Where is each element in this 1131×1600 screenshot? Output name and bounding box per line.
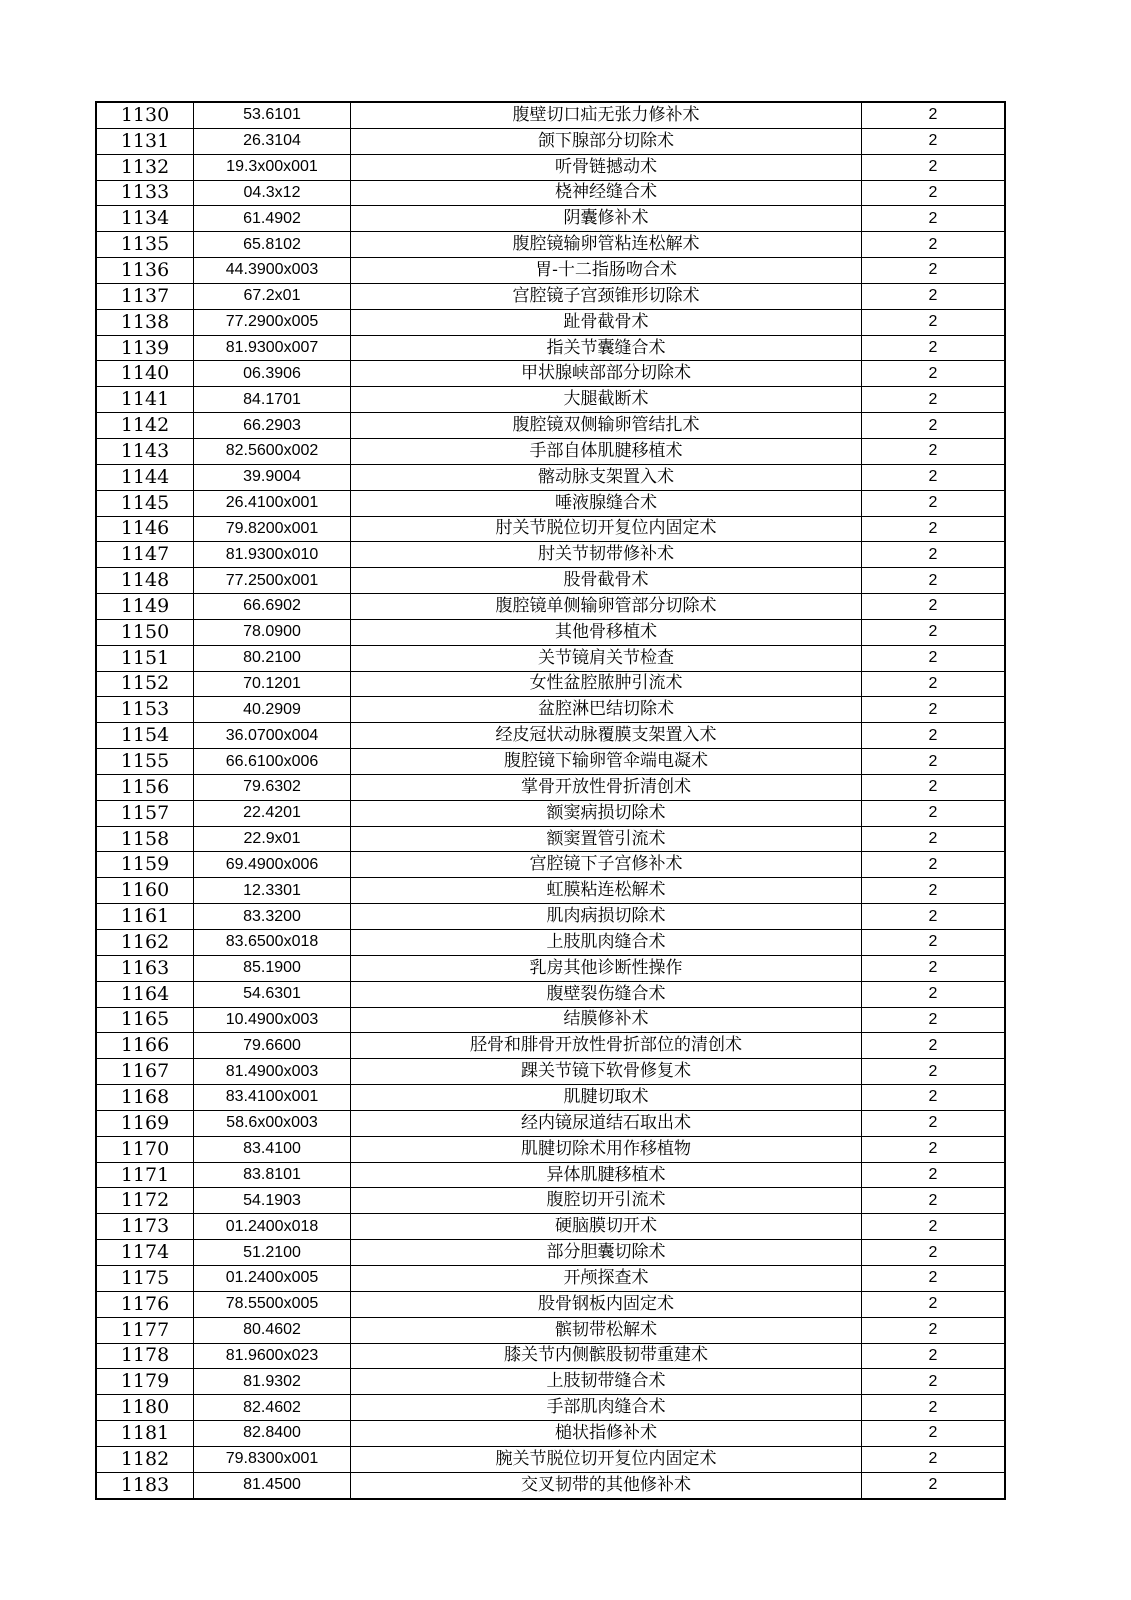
procedure-code-cell: 01.2400x005: [194, 1265, 351, 1291]
table-row: [96, 749, 1005, 775]
procedure-name-cell: 结膜修补术: [351, 1007, 862, 1033]
surgery-table: [95, 101, 1006, 1500]
grade-cell: 2: [862, 309, 1006, 335]
row-number-cell: 1162: [96, 930, 194, 956]
table-row: [96, 464, 1005, 490]
procedure-code-cell: 82.8400: [194, 1421, 351, 1447]
table-row: [96, 1240, 1005, 1266]
grade-cell: 2: [862, 955, 1006, 981]
grade-cell: 2: [862, 542, 1006, 568]
grade-cell: 2: [862, 619, 1006, 645]
procedure-name-cell: 腹腔镜单侧输卵管部分切除术: [351, 594, 862, 620]
procedure-name-cell: 肌腱切取术: [351, 1085, 862, 1111]
procedure-name-cell: 髂动脉支架置入术: [351, 464, 862, 490]
procedure-name-cell: 肌腱切除术用作移植物: [351, 1136, 862, 1162]
table-row: [96, 904, 1005, 930]
procedure-code-cell: 44.3900x003: [194, 258, 351, 284]
table-row: [96, 128, 1005, 154]
procedure-code-cell: 61.4902: [194, 206, 351, 232]
grade-cell: 2: [862, 878, 1006, 904]
row-number-cell: 1169: [96, 1110, 194, 1136]
procedure-code-cell: 80.4602: [194, 1317, 351, 1343]
procedure-name-cell: 腹腔镜输卵管粘连松解术: [351, 232, 862, 258]
row-number-cell: 1143: [96, 438, 194, 464]
table-row: [96, 232, 1005, 258]
row-number-cell: 1159: [96, 852, 194, 878]
row-number-cell: 1183: [96, 1472, 194, 1498]
procedure-code-cell: 81.4900x003: [194, 1059, 351, 1085]
grade-cell: 2: [862, 464, 1006, 490]
row-number-cell: 1150: [96, 619, 194, 645]
table-row: [96, 154, 1005, 180]
grade-cell: 2: [862, 671, 1006, 697]
grade-cell: 2: [862, 128, 1006, 154]
procedure-name-cell: 额窦置管引流术: [351, 826, 862, 852]
procedure-code-cell: 19.3x00x001: [194, 154, 351, 180]
table-row: [96, 1059, 1005, 1085]
procedure-name-cell: 异体肌腱移植术: [351, 1162, 862, 1188]
row-number-cell: 1145: [96, 490, 194, 516]
procedure-name-cell: 盆腔淋巴结切除术: [351, 697, 862, 723]
row-number-cell: 1168: [96, 1085, 194, 1111]
procedure-name-cell: 额窦病损切除术: [351, 800, 862, 826]
grade-cell: 2: [862, 1240, 1006, 1266]
procedure-code-cell: 85.1900: [194, 955, 351, 981]
procedure-code-cell: 81.4500: [194, 1472, 351, 1498]
grade-cell: 2: [862, 1472, 1006, 1498]
grade-cell: 2: [862, 800, 1006, 826]
grade-cell: 2: [862, 1007, 1006, 1033]
procedure-name-cell: 经内镜尿道结石取出术: [351, 1110, 862, 1136]
procedure-name-cell: 肘关节韧带修补术: [351, 542, 862, 568]
grade-cell: 2: [862, 1059, 1006, 1085]
table-row: [96, 1317, 1005, 1343]
row-number-cell: 1135: [96, 232, 194, 258]
grade-cell: 2: [862, 904, 1006, 930]
table-row: [96, 594, 1005, 620]
procedure-code-cell: 78.0900: [194, 619, 351, 645]
grade-cell: 2: [862, 1343, 1006, 1369]
row-number-cell: 1177: [96, 1317, 194, 1343]
procedure-name-cell: 腹腔镜双侧输卵管结扎术: [351, 413, 862, 439]
grade-cell: 2: [862, 826, 1006, 852]
table-row: [96, 413, 1005, 439]
grade-cell: 2: [862, 1033, 1006, 1059]
table-row: [96, 206, 1005, 232]
row-number-cell: 1132: [96, 154, 194, 180]
procedure-name-cell: 腹腔镜下输卵管伞端电凝术: [351, 749, 862, 775]
row-number-cell: 1161: [96, 904, 194, 930]
row-number-cell: 1154: [96, 723, 194, 749]
row-number-cell: 1174: [96, 1240, 194, 1266]
grade-cell: 2: [862, 1162, 1006, 1188]
row-number-cell: 1165: [96, 1007, 194, 1033]
procedure-name-cell: 听骨链撼动术: [351, 154, 862, 180]
table-row: [96, 723, 1005, 749]
table-row: [96, 1110, 1005, 1136]
row-number-cell: 1139: [96, 335, 194, 361]
row-number-cell: 1141: [96, 387, 194, 413]
table-row: [96, 1472, 1005, 1498]
table-row: [96, 1214, 1005, 1240]
grade-cell: 2: [862, 206, 1006, 232]
table-row: [96, 490, 1005, 516]
grade-cell: 2: [862, 697, 1006, 723]
procedure-name-cell: 桡神经缝合术: [351, 180, 862, 206]
grade-cell: 2: [862, 1188, 1006, 1214]
procedure-code-cell: 83.4100x001: [194, 1085, 351, 1111]
grade-cell: 2: [862, 645, 1006, 671]
table-row: [96, 826, 1005, 852]
table-row: [96, 361, 1005, 387]
grade-cell: 2: [862, 1395, 1006, 1421]
row-number-cell: 1180: [96, 1395, 194, 1421]
procedure-code-cell: 51.2100: [194, 1240, 351, 1266]
table-row: [96, 1162, 1005, 1188]
procedure-code-cell: 83.4100: [194, 1136, 351, 1162]
procedure-name-cell: 指关节囊缝合术: [351, 335, 862, 361]
procedure-name-cell: 关节镜肩关节检查: [351, 645, 862, 671]
table-row: [96, 645, 1005, 671]
row-number-cell: 1166: [96, 1033, 194, 1059]
grade-cell: 2: [862, 102, 1006, 128]
procedure-code-cell: 10.4900x003: [194, 1007, 351, 1033]
procedure-code-cell: 36.0700x004: [194, 723, 351, 749]
grade-cell: 2: [862, 1265, 1006, 1291]
procedure-code-cell: 77.2500x001: [194, 568, 351, 594]
row-number-cell: 1151: [96, 645, 194, 671]
table-row: [96, 335, 1005, 361]
procedure-code-cell: 83.3200: [194, 904, 351, 930]
grade-cell: 2: [862, 1369, 1006, 1395]
procedure-code-cell: 22.9x01: [194, 826, 351, 852]
procedure-name-cell: 女性盆腔脓肿引流术: [351, 671, 862, 697]
grade-cell: 2: [862, 1136, 1006, 1162]
table-row: [96, 1136, 1005, 1162]
table-row: [96, 309, 1005, 335]
grade-cell: 2: [862, 283, 1006, 309]
procedure-name-cell: 肌肉病损切除术: [351, 904, 862, 930]
procedure-code-cell: 82.5600x002: [194, 438, 351, 464]
procedure-code-cell: 80.2100: [194, 645, 351, 671]
grade-cell: 2: [862, 852, 1006, 878]
procedure-name-cell: 腹壁切口疝无张力修补术: [351, 102, 862, 128]
procedure-name-cell: 髌韧带松解术: [351, 1317, 862, 1343]
grade-cell: 2: [862, 1110, 1006, 1136]
row-number-cell: 1176: [96, 1291, 194, 1317]
row-number-cell: 1160: [96, 878, 194, 904]
table-row: [96, 1007, 1005, 1033]
procedure-code-cell: 79.6600: [194, 1033, 351, 1059]
grade-cell: 2: [862, 1085, 1006, 1111]
grade-cell: 2: [862, 1421, 1006, 1447]
row-number-cell: 1131: [96, 128, 194, 154]
procedure-name-cell: 乳房其他诊断性操作: [351, 955, 862, 981]
procedure-code-cell: 54.6301: [194, 981, 351, 1007]
procedure-name-cell: 虹膜粘连松解术: [351, 878, 862, 904]
grade-cell: 2: [862, 413, 1006, 439]
procedure-code-cell: 79.8300x001: [194, 1446, 351, 1472]
grade-cell: 2: [862, 594, 1006, 620]
procedure-code-cell: 40.2909: [194, 697, 351, 723]
procedure-code-cell: 81.9300x007: [194, 335, 351, 361]
grade-cell: 2: [862, 232, 1006, 258]
procedure-name-cell: 宫腔镜子宫颈锥形切除术: [351, 283, 862, 309]
table-row: [96, 1188, 1005, 1214]
grade-cell: 2: [862, 568, 1006, 594]
row-number-cell: 1171: [96, 1162, 194, 1188]
row-number-cell: 1136: [96, 258, 194, 284]
row-number-cell: 1172: [96, 1188, 194, 1214]
procedure-name-cell: 槌状指修补术: [351, 1421, 862, 1447]
procedure-code-cell: 82.4602: [194, 1395, 351, 1421]
row-number-cell: 1138: [96, 309, 194, 335]
table-row: [96, 258, 1005, 284]
procedure-name-cell: 肘关节脱位切开复位内固定术: [351, 516, 862, 542]
procedure-name-cell: 其他骨移植术: [351, 619, 862, 645]
procedure-code-cell: 69.4900x006: [194, 852, 351, 878]
grade-cell: 2: [862, 1214, 1006, 1240]
procedure-name-cell: 部分胆囊切除术: [351, 1240, 862, 1266]
procedure-code-cell: 22.4201: [194, 800, 351, 826]
grade-cell: 2: [862, 1317, 1006, 1343]
table-row: [96, 1421, 1005, 1447]
procedure-name-cell: 掌骨开放性骨折清创术: [351, 774, 862, 800]
procedure-name-cell: 手部自体肌腱移植术: [351, 438, 862, 464]
procedure-name-cell: 胫骨和腓骨开放性骨折部位的清创术: [351, 1033, 862, 1059]
row-number-cell: 1181: [96, 1421, 194, 1447]
row-number-cell: 1163: [96, 955, 194, 981]
procedure-code-cell: 65.8102: [194, 232, 351, 258]
row-number-cell: 1130: [96, 102, 194, 128]
table-row: [96, 774, 1005, 800]
table-row: [96, 955, 1005, 981]
grade-cell: 2: [862, 361, 1006, 387]
procedure-name-cell: 踝关节镜下软骨修复术: [351, 1059, 862, 1085]
table-row: [96, 852, 1005, 878]
procedure-name-cell: 腹壁裂伤缝合术: [351, 981, 862, 1007]
procedure-code-cell: 04.3x12: [194, 180, 351, 206]
table-row: [96, 438, 1005, 464]
table-row: [96, 697, 1005, 723]
row-number-cell: 1170: [96, 1136, 194, 1162]
row-number-cell: 1146: [96, 516, 194, 542]
grade-cell: 2: [862, 981, 1006, 1007]
row-number-cell: 1137: [96, 283, 194, 309]
table-row: [96, 283, 1005, 309]
table-row: [96, 981, 1005, 1007]
table-row: [96, 102, 1005, 128]
procedure-code-cell: 12.3301: [194, 878, 351, 904]
grade-cell: 2: [862, 490, 1006, 516]
row-number-cell: 1134: [96, 206, 194, 232]
row-number-cell: 1144: [96, 464, 194, 490]
procedure-code-cell: 26.4100x001: [194, 490, 351, 516]
grade-cell: 2: [862, 516, 1006, 542]
procedure-code-cell: 53.6101: [194, 102, 351, 128]
procedure-name-cell: 大腿截断术: [351, 387, 862, 413]
procedure-code-cell: 58.6x00x003: [194, 1110, 351, 1136]
procedure-name-cell: 趾骨截骨术: [351, 309, 862, 335]
row-number-cell: 1156: [96, 774, 194, 800]
grade-cell: 2: [862, 154, 1006, 180]
table-row: [96, 542, 1005, 568]
row-number-cell: 1173: [96, 1214, 194, 1240]
table-row: [96, 1446, 1005, 1472]
row-number-cell: 1158: [96, 826, 194, 852]
procedure-name-cell: 腹腔切开引流术: [351, 1188, 862, 1214]
procedure-name-cell: 股骨钢板内固定术: [351, 1291, 862, 1317]
table-row: [96, 878, 1005, 904]
table-row: [96, 1395, 1005, 1421]
row-number-cell: 1148: [96, 568, 194, 594]
row-number-cell: 1175: [96, 1265, 194, 1291]
row-number-cell: 1142: [96, 413, 194, 439]
row-number-cell: 1153: [96, 697, 194, 723]
grade-cell: 2: [862, 930, 1006, 956]
table-row: [96, 516, 1005, 542]
table-row: [96, 387, 1005, 413]
grade-cell: 2: [862, 774, 1006, 800]
table-row: [96, 1085, 1005, 1111]
row-number-cell: 1149: [96, 594, 194, 620]
procedure-name-cell: 膝关节内侧髌股韧带重建术: [351, 1343, 862, 1369]
table-row: [96, 800, 1005, 826]
procedure-name-cell: 股骨截骨术: [351, 568, 862, 594]
procedure-name-cell: 腕关节脱位切开复位内固定术: [351, 1446, 862, 1472]
procedure-code-cell: 66.6100x006: [194, 749, 351, 775]
procedure-code-cell: 84.1701: [194, 387, 351, 413]
procedure-name-cell: 硬脑膜切开术: [351, 1214, 862, 1240]
surgery-table-body: [96, 102, 1005, 1499]
row-number-cell: 1167: [96, 1059, 194, 1085]
grade-cell: 2: [862, 438, 1006, 464]
row-number-cell: 1152: [96, 671, 194, 697]
procedure-name-cell: 交叉韧带的其他修补术: [351, 1472, 862, 1498]
procedure-code-cell: 70.1201: [194, 671, 351, 697]
procedure-name-cell: 甲状腺峡部部分切除术: [351, 361, 862, 387]
procedure-name-cell: 宫腔镜下子宫修补术: [351, 852, 862, 878]
procedure-code-cell: 54.1903: [194, 1188, 351, 1214]
row-number-cell: 1178: [96, 1343, 194, 1369]
procedure-name-cell: 上肢肌肉缝合术: [351, 930, 862, 956]
grade-cell: 2: [862, 180, 1006, 206]
procedure-code-cell: 26.3104: [194, 128, 351, 154]
row-number-cell: 1155: [96, 749, 194, 775]
procedure-code-cell: 83.6500x018: [194, 930, 351, 956]
procedure-name-cell: 手部肌肉缝合术: [351, 1395, 862, 1421]
table-row: [96, 180, 1005, 206]
procedure-code-cell: 67.2x01: [194, 283, 351, 309]
procedure-name-cell: 开颅探查术: [351, 1265, 862, 1291]
table-row: [96, 671, 1005, 697]
grade-cell: 2: [862, 1291, 1006, 1317]
procedure-code-cell: 39.9004: [194, 464, 351, 490]
procedure-code-cell: 81.9600x023: [194, 1343, 351, 1369]
procedure-code-cell: 83.8101: [194, 1162, 351, 1188]
grade-cell: 2: [862, 258, 1006, 284]
row-number-cell: 1157: [96, 800, 194, 826]
row-number-cell: 1164: [96, 981, 194, 1007]
procedure-code-cell: 81.9302: [194, 1369, 351, 1395]
table-row: [96, 1033, 1005, 1059]
procedure-code-cell: 77.2900x005: [194, 309, 351, 335]
procedure-code-cell: 78.5500x005: [194, 1291, 351, 1317]
row-number-cell: 1147: [96, 542, 194, 568]
table-row: [96, 619, 1005, 645]
procedure-name-cell: 上肢韧带缝合术: [351, 1369, 862, 1395]
grade-cell: 2: [862, 335, 1006, 361]
grade-cell: 2: [862, 749, 1006, 775]
table-row: [96, 1291, 1005, 1317]
table-row: [96, 930, 1005, 956]
table-row: [96, 1369, 1005, 1395]
grade-cell: 2: [862, 387, 1006, 413]
row-number-cell: 1140: [96, 361, 194, 387]
table-row: [96, 1343, 1005, 1369]
procedure-code-cell: 01.2400x018: [194, 1214, 351, 1240]
procedure-name-cell: 胃-十二指肠吻合术: [351, 258, 862, 284]
procedure-name-cell: 经皮冠状动脉覆膜支架置入术: [351, 723, 862, 749]
procedure-name-cell: 阴囊修补术: [351, 206, 862, 232]
procedure-code-cell: 66.6902: [194, 594, 351, 620]
row-number-cell: 1133: [96, 180, 194, 206]
procedure-code-cell: 06.3906: [194, 361, 351, 387]
procedure-code-cell: 81.9300x010: [194, 542, 351, 568]
row-number-cell: 1182: [96, 1446, 194, 1472]
procedure-code-cell: 79.6302: [194, 774, 351, 800]
procedure-name-cell: 颌下腺部分切除术: [351, 128, 862, 154]
procedure-code-cell: 79.8200x001: [194, 516, 351, 542]
procedure-code-cell: 66.2903: [194, 413, 351, 439]
table-row: [96, 1265, 1005, 1291]
row-number-cell: 1179: [96, 1369, 194, 1395]
grade-cell: 2: [862, 1446, 1006, 1472]
grade-cell: 2: [862, 723, 1006, 749]
procedure-name-cell: 唾液腺缝合术: [351, 490, 862, 516]
table-row: [96, 568, 1005, 594]
